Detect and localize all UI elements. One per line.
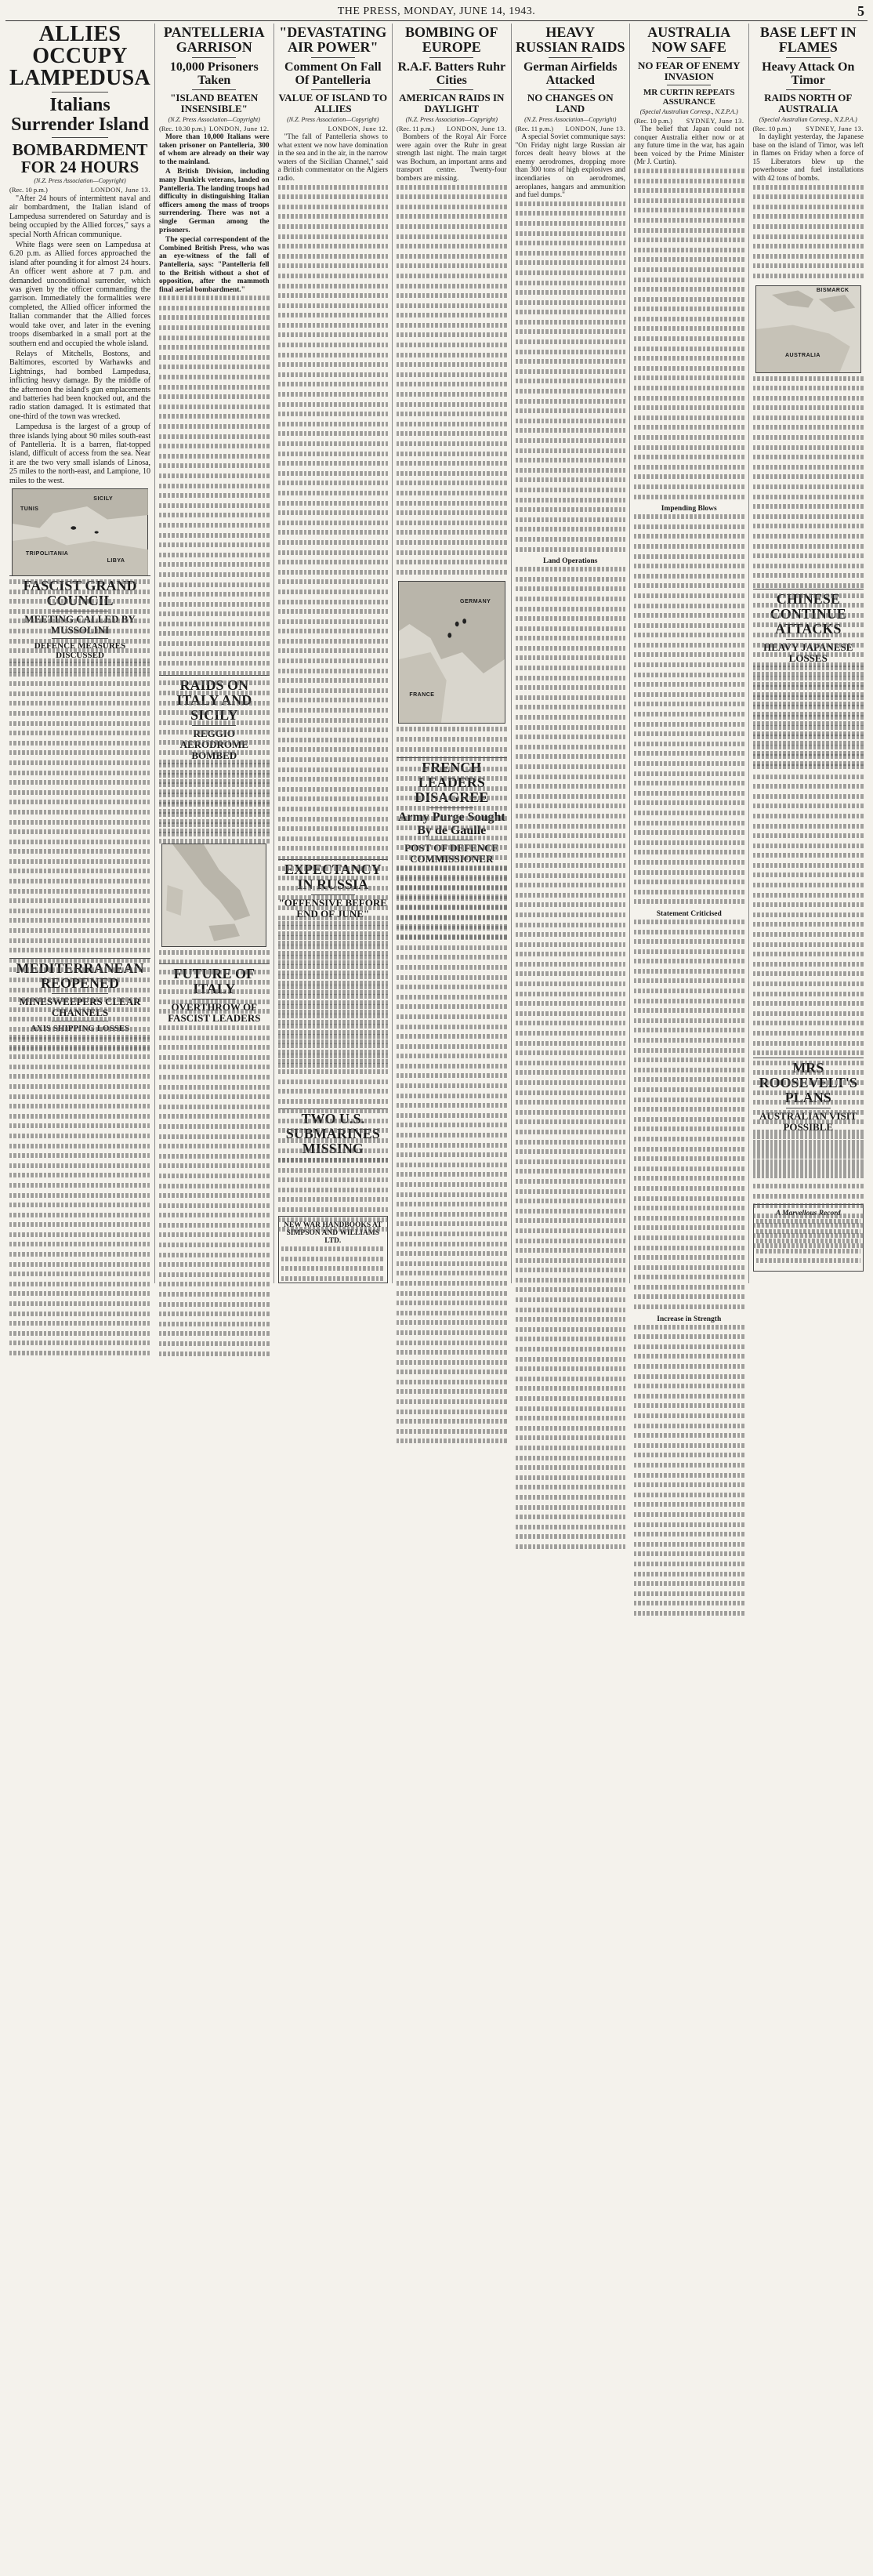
map-graphic: [756, 286, 860, 372]
subhead: POST OF DEFENCE COMMISSIONER: [404, 842, 499, 865]
story-base-flames: [753, 25, 864, 586]
map-label: TRIPOLITANIA: [25, 551, 69, 557]
paragraph: A special Soviet communique says: "On Friday night large Russian air forces dealt heavy blows at the enemy aerodromes, dropping more than 300 tons of high explosives and incendiaries on aerodromes, aeroplanes, hangars and ammunition and fuel dumps.": [515, 133, 625, 200]
story-chinese-attacks: [753, 592, 864, 1054]
advertisement-title: A Marvellous Record: [775, 1210, 841, 1217]
map-label: GERMANY: [460, 598, 491, 604]
headline-base-left-flames: BASE LEFT IN FLAMES: [759, 24, 857, 55]
story-australia-safe: [634, 24, 744, 1323]
dateline-rec: (Rec. 11 p.m.): [397, 125, 435, 132]
story-pantelleria-garrison: [159, 25, 269, 672]
map-graphic: [13, 489, 148, 575]
headline-army-purge: Army Purge Sought By de Gaulle: [397, 811, 505, 837]
subhead: NO CHANGES ON LAND: [527, 92, 614, 114]
headline-future-italy: FUTURE OF ITALY: [173, 966, 255, 996]
headline-allies-occupy: ALLIES OCCUPY LAMPEDUSA: [9, 22, 151, 90]
subhead: RAIDS NORTH OF AUSTRALIA: [764, 92, 853, 114]
dateline: [634, 117, 744, 125]
headline-raids-italy: RAIDS ON ITALY AND SICILY: [176, 677, 252, 723]
headline-heavy-attack-timor: Heavy Attack On Timor: [762, 60, 855, 87]
dateline-rec: (Rec. 10 p.m.): [634, 117, 672, 125]
headline-mediterranean: MEDITERRANEAN REOPENED: [16, 960, 144, 991]
page-number: 5: [857, 3, 864, 19]
dateline-place: LONDON, June 12.: [209, 125, 270, 132]
dateline: [397, 125, 507, 132]
paragraph: A British Division, including many Dunkirk veterans, landed on Pantelleria. The landing troops had difficulty in distinguishing Italian officers among the mass of troops surrendering. There was not a single German among the prisoners.: [159, 168, 270, 234]
headline-raf-ruhr: R.A.F. Batters Ruhr Cities: [397, 60, 506, 87]
credit-line: (N.Z. Press Association—Copyright): [287, 116, 379, 123]
column-grid: [5, 22, 868, 1323]
story-devastating-air-power: [278, 25, 389, 856]
map-label: SICILY: [93, 495, 114, 502]
masthead: [5, 3, 868, 21]
map-germany-france: [398, 581, 505, 724]
headline-bombardment: BOMBARDMENT FOR 24 HOURS: [12, 140, 148, 176]
dateline-place: LONDON, June 13.: [565, 125, 625, 132]
story-lampedusa: [9, 24, 150, 572]
subhead-land-operations: Land Operations: [543, 557, 598, 566]
headline-chinese-attacks: CHINESE CONTINUE ATTACKS: [770, 591, 846, 637]
paragraph: "The fall of Pantelleria shows to what extent we now have domination in the sea and in the air, in the narrow waters of the Sicilian Channel," said a British commentator on the Algiers radio.: [277, 133, 389, 183]
paragraph: "After 24 hours of intermittent naval and air bombardment, the Italian island of Lampedusa surrendered on Saturday and is being occupied by the Allied forces," says a special North African communique.: [9, 194, 151, 239]
credit-line: (N.Z. Press Association—Copyright): [168, 116, 260, 123]
subhead-impending-blows: Impending Blows: [661, 505, 717, 513]
map-label: AUSTRALIA: [784, 353, 820, 359]
subhead: VALUE OF ISLAND TO ALLIES: [278, 92, 388, 114]
subhead: "ISLAND BEATEN INSENSIBLE": [170, 92, 259, 114]
headline-devastating-air-power: "DEVASTATING AIR POWER": [279, 24, 387, 55]
paragraph: Relays of Mitchells, Bostons, and Baltimores, escorted by Warhawks and Lightnings, had bombed Lampedusa, inflicting heavy damage. By the middle of the afternoon the island's gun emplacements and batteries had been knocked out, and the radio station damaged. It is estimated that one-third of the town was wrecked.: [9, 349, 151, 421]
headline-australia-safe: AUSTRALIA NOW SAFE: [647, 24, 731, 55]
advertisement-title: NEW WAR HANDBOOKS AT SIMPSON AND WILLIAMS LTD.: [284, 1221, 382, 1245]
headline-comment-pantelleria: Comment On Fall Of Pantelleria: [284, 60, 382, 87]
column-5: [512, 24, 630, 1283]
paragraph: Lampedusa is the largest of a group of three islands lying about 90 miles south-east of Pantelleria. It is a barren, flat-topped island, difficult of access from the sea. Near it are the two very small islands of Linosa, 25 miles to the north-east, and Lampione, 10 miles to the west.: [9, 423, 151, 485]
headline-expectancy-russia: EXPECTANCY IN RUSSIA: [284, 862, 382, 892]
story-russian-raids: [516, 25, 625, 1276]
dateline-rec: (Rec. 10 p.m.): [752, 125, 791, 132]
story-fascist-council: [9, 579, 150, 955]
column-7: [749, 24, 868, 1283]
advertisement-box: [278, 1216, 389, 1283]
dateline-rec: (Rec. 10 p.m.): [9, 186, 48, 194]
dateline: [159, 125, 269, 132]
credit-line: (Special Australian Corresp., N.Z.P.A.): [639, 108, 738, 115]
dateline-place: LONDON, June 12.: [328, 125, 389, 132]
map-label: FRANCE: [409, 691, 435, 698]
paragraph: More than 10,000 Italians were taken prisoner on Pantelleria, 300 of whom are already on their way to the mainland.: [159, 133, 270, 166]
headline-german-airfields: German Airfields Attacked: [523, 60, 618, 87]
column-4: [393, 24, 512, 1283]
headline-prisoners: 10,000 Prisoners Taken: [169, 60, 259, 87]
dateline-place: SYDNEY, June 13.: [686, 117, 744, 125]
subhead: MEETING CALLED BY MUSSOLINI: [24, 613, 136, 636]
map-italy: [161, 844, 266, 947]
subhead: NO FEAR OF ENEMY INVASION: [637, 60, 741, 82]
headline-italians-surrender: Italians Surrender Island: [11, 95, 149, 135]
paragraph: The belief that Japan could not conquer Australia either now or at any future time in the war, has again been voiced by the Prime Minister (Mr J. Curtin).: [634, 125, 744, 167]
subhead: AUSTRALIAN VISIT POSSIBLE: [759, 1110, 857, 1133]
headline-heavy-russian-raids: HEAVY RUSSIAN RAIDS: [515, 24, 625, 55]
subhead: REGGIO AERODROME BOMBED: [179, 727, 248, 761]
map-label: BISMARCK: [816, 287, 849, 293]
paragraph: White flags were seen on Lampedusa at 6.20 p.m. as Allied forces approached the island after pounding it for almost 24 hours. An officer went ashore at 7 p.m. and demanded unconditional surrender, which was given by the officer commanding the garrison. Immediately the formalities were completed, the Allied officer informed the Italian commander that the Allied forces would take over, and later in the evening troops disembarked in a small port at the southern end and occupied the whole island.: [9, 241, 151, 348]
paragraph: In daylight yesterday, the Japanese base on the island of Timor, was left in flames on Friday when a force of 15 Liberators blew up the powerhouse and fuel installations with 42 tons of bombs.: [752, 133, 864, 183]
credit-line: (N.Z. Press Association—Copyright): [405, 116, 498, 123]
paragraph: Bombers of the Royal Air Force were again over the Ruhr in great strength last night. The main target was Bochum, an important arms and transport centre. Twenty-four bombers are missing.: [397, 133, 507, 183]
subhead-statement-criticised: Statement Criticised: [656, 909, 722, 918]
dateline: [753, 125, 864, 132]
map-pacific: [755, 285, 861, 373]
masthead-title: THE PRESS, MONDAY, JUNE 14, 1943.: [337, 5, 536, 17]
subhead: MR CURTIN REPEATS ASSURANCE: [643, 88, 735, 107]
subhead: MINESWEEPERS CLEAR CHANNELS: [19, 996, 141, 1018]
dateline-place: LONDON, June 13.: [90, 186, 151, 194]
headline-bombing-europe: BOMBING OF EUROPE: [405, 24, 498, 55]
column-1: [5, 24, 155, 1283]
column-2: [155, 24, 273, 1283]
subhead: HEAVY JAPANESE LOSSES: [763, 641, 853, 664]
newspaper-page: [5, 3, 868, 1323]
headline-pantelleria-garrison: PANTELLERIA GARRISON: [163, 24, 265, 55]
dateline-place: SYDNEY, June 13.: [806, 125, 864, 132]
dateline: [278, 125, 389, 132]
column-6: [630, 24, 749, 1323]
headline-mrs-roosevelt: MRS ROOSEVELT'S PLANS: [759, 1060, 857, 1105]
headline-submarines: TWO U.S. SUBMARINES MISSING: [285, 1111, 380, 1156]
dateline-rec: (Rec. 10.30 p.m.): [159, 125, 206, 132]
subhead-increase-strength: Increase in Strength: [657, 1315, 722, 1323]
story-bombing-europe: [397, 25, 507, 754]
map-label: LIBYA: [107, 558, 125, 564]
subhead: "OFFENSIVE BEFORE END OF JUNE": [278, 897, 387, 920]
dateline-rec: (Rec. 11 p.m.): [515, 125, 554, 132]
map-graphic: [162, 844, 266, 946]
column-3: [274, 24, 393, 1283]
map-label: TUNIS: [20, 506, 39, 512]
subhead: DEFENCE MEASURES DISCUSSED: [34, 641, 126, 660]
dateline-place: LONDON, June 13.: [447, 125, 507, 132]
subhead: AMERICAN RAIDS IN DAYLIGHT: [399, 92, 505, 114]
credit-line: (N.Z. Press Association—Copyright): [34, 177, 126, 184]
credit-line: (Special Australian Corresp., N.Z.P.A.): [759, 116, 857, 123]
paragraph: The special correspondent of the Combined British Press, who was an eye-witness of the fall of Pantelleria, says: "Pantelleria fell to the British without a shot of opposition, after the mammoth final aerial bombardment.": [159, 236, 270, 294]
map-sicily-libya: [12, 488, 149, 576]
dateline: [9, 186, 150, 194]
subhead: OVERTHROW OF FASCIST LEADERS: [168, 1001, 261, 1024]
headline-fascist-council: FASCIST GRAND COUNCIL: [23, 578, 137, 608]
credit-line: (N.Z. Press Association—Copyright): [524, 116, 617, 123]
dateline: [516, 125, 625, 132]
headline-french-leaders: FRENCH LEADERS DISAGREE: [415, 760, 489, 805]
subhead: AXIS SHIPPING LOSSES: [30, 1024, 130, 1033]
